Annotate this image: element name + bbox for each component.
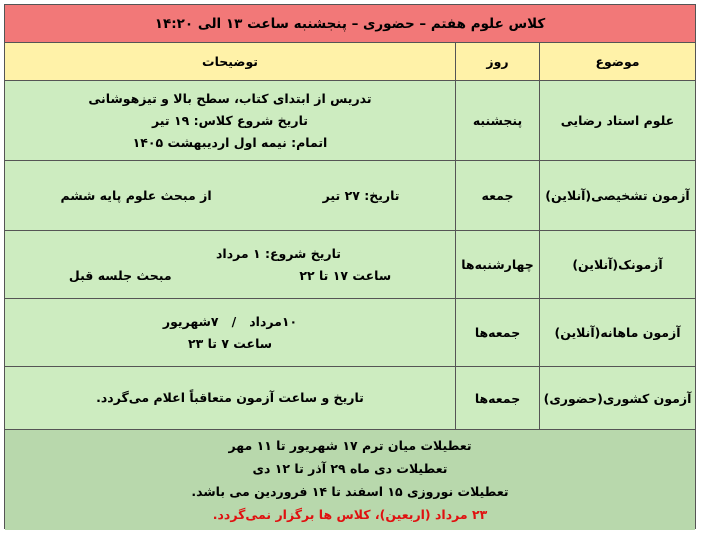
holidays-footer bbox=[5, 430, 695, 530]
day-cell: جمعه bbox=[455, 161, 539, 230]
table-row bbox=[5, 231, 695, 299]
cancellation-notice: ۲۳ مرداد (اربعین)، کلاس ها برگزار نمی‌گردد. bbox=[212, 507, 488, 522]
schedule-table bbox=[4, 4, 696, 529]
header-day: روز bbox=[455, 43, 539, 80]
desc-line: تدریس از ابتدای کتاب، سطح بالا و تیزهوشانی bbox=[88, 90, 372, 106]
topic-cell: آزمون ماهانه(آنلاین) bbox=[539, 299, 695, 366]
desc-cell bbox=[5, 367, 455, 429]
topic-cell: آزمونک(آنلاین) bbox=[539, 231, 695, 298]
table-row bbox=[5, 81, 695, 161]
header-desc: توضیحات bbox=[202, 54, 258, 69]
desc-line: ساعت ۷ تا ۲۳ bbox=[187, 335, 273, 351]
desc-cell bbox=[5, 299, 455, 366]
table-row bbox=[5, 299, 695, 367]
desc-topic: از مبحث علوم پایه ششم bbox=[60, 187, 212, 203]
header-row bbox=[5, 43, 695, 81]
table-title: کلاس علوم هفتم – حضوری – پنجشنبه ساعت ۱۳ الی ۱۴:۲۰ bbox=[5, 5, 695, 43]
desc-line: تاریخ شروع کلاس: ۱۹ تیر bbox=[152, 112, 308, 128]
desc-line: اتمام: نیمه اول اردیبهشت ۱۴۰۵ bbox=[132, 134, 328, 150]
desc-topic: مبحث جلسه قبل bbox=[68, 267, 172, 283]
desc-cell bbox=[5, 81, 455, 160]
day-cell: جمعه‌ها bbox=[455, 367, 539, 429]
topic-cell: علوم استاد رضایی bbox=[539, 81, 695, 160]
topic-cell: آزمون کشوری(حضوری) bbox=[539, 367, 695, 429]
header-topic: موضوع bbox=[539, 43, 695, 80]
holiday-line: تعطیلات میان ترم ۱۷ شهریور تا ۱۱ مهر bbox=[228, 438, 472, 453]
desc-time: ساعت ۱۷ تا ۲۲ bbox=[299, 267, 392, 283]
table-row bbox=[5, 367, 695, 430]
holiday-line: تعطیلات دی ماه ۲۹ آذر تا ۱۲ دی bbox=[252, 461, 448, 476]
desc-date: تاریخ: ۲۷ تیر bbox=[322, 187, 400, 203]
desc-cell bbox=[5, 231, 455, 298]
holiday-line: تعطیلات نوروزی ۱۵ اسفند تا ۱۴ فروردین می باشد. bbox=[191, 484, 509, 499]
desc-cell bbox=[5, 161, 455, 230]
day-cell: جمعه‌ها bbox=[455, 299, 539, 366]
day-cell: پنجشنبه bbox=[455, 81, 539, 160]
table-row bbox=[5, 161, 695, 231]
desc-line: تاریخ و ساعت آزمون متعاقباً اعلام می‌گردد. bbox=[96, 390, 364, 405]
desc-line: تاریخ شروع: ۱ مرداد bbox=[216, 245, 341, 261]
topic-cell: آزمون تشخیصی(آنلاین) bbox=[539, 161, 695, 230]
day-cell: چهارشنبه‌ها bbox=[455, 231, 539, 298]
desc-line: ۱۰مرداد / ۷شهریور bbox=[162, 313, 298, 329]
